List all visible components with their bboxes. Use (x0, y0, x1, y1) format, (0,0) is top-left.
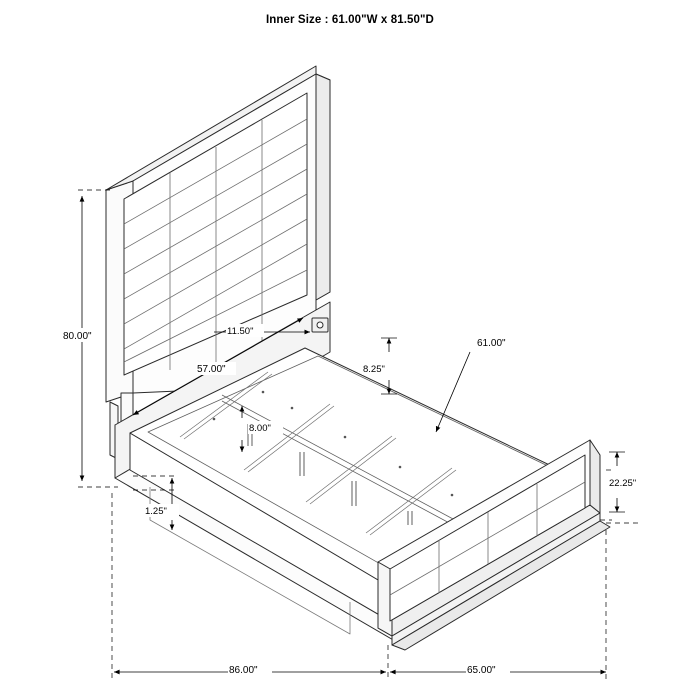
dim-label-61 (476, 336, 518, 349)
dim-text-8-25: 8.25" (363, 364, 385, 375)
dim-label-86 (228, 662, 272, 676)
dim-text-1-25: 1.25" (145, 506, 167, 517)
dim-label-22-25 (608, 476, 652, 489)
dim-text-61: 61.00" (477, 338, 506, 349)
dim-text-65: 65.00" (467, 665, 496, 676)
dim-label-8-25 (362, 362, 397, 375)
dim-label-65 (466, 662, 510, 676)
dim-label-80 (62, 328, 102, 342)
dim-text-8-00: 8.00" (249, 423, 271, 434)
dim-label-8-00 (248, 421, 283, 434)
headboard-bracket (312, 318, 328, 332)
dim-text-86: 86.00" (229, 665, 258, 676)
dim-text-11-50: 11.50" (227, 326, 254, 337)
dim-text-80: 80.00" (63, 331, 92, 342)
bed-geometry (106, 66, 610, 650)
dim-label-1-25 (144, 504, 179, 517)
dim-text-22-25: 22.25" (609, 478, 637, 489)
dim-label-57 (196, 362, 236, 375)
page-title: Inner Size : 61.00"W x 81.50"D (266, 14, 434, 26)
dim-label-11-50 (226, 324, 264, 337)
dim-text-57: 57.00" (197, 364, 226, 375)
